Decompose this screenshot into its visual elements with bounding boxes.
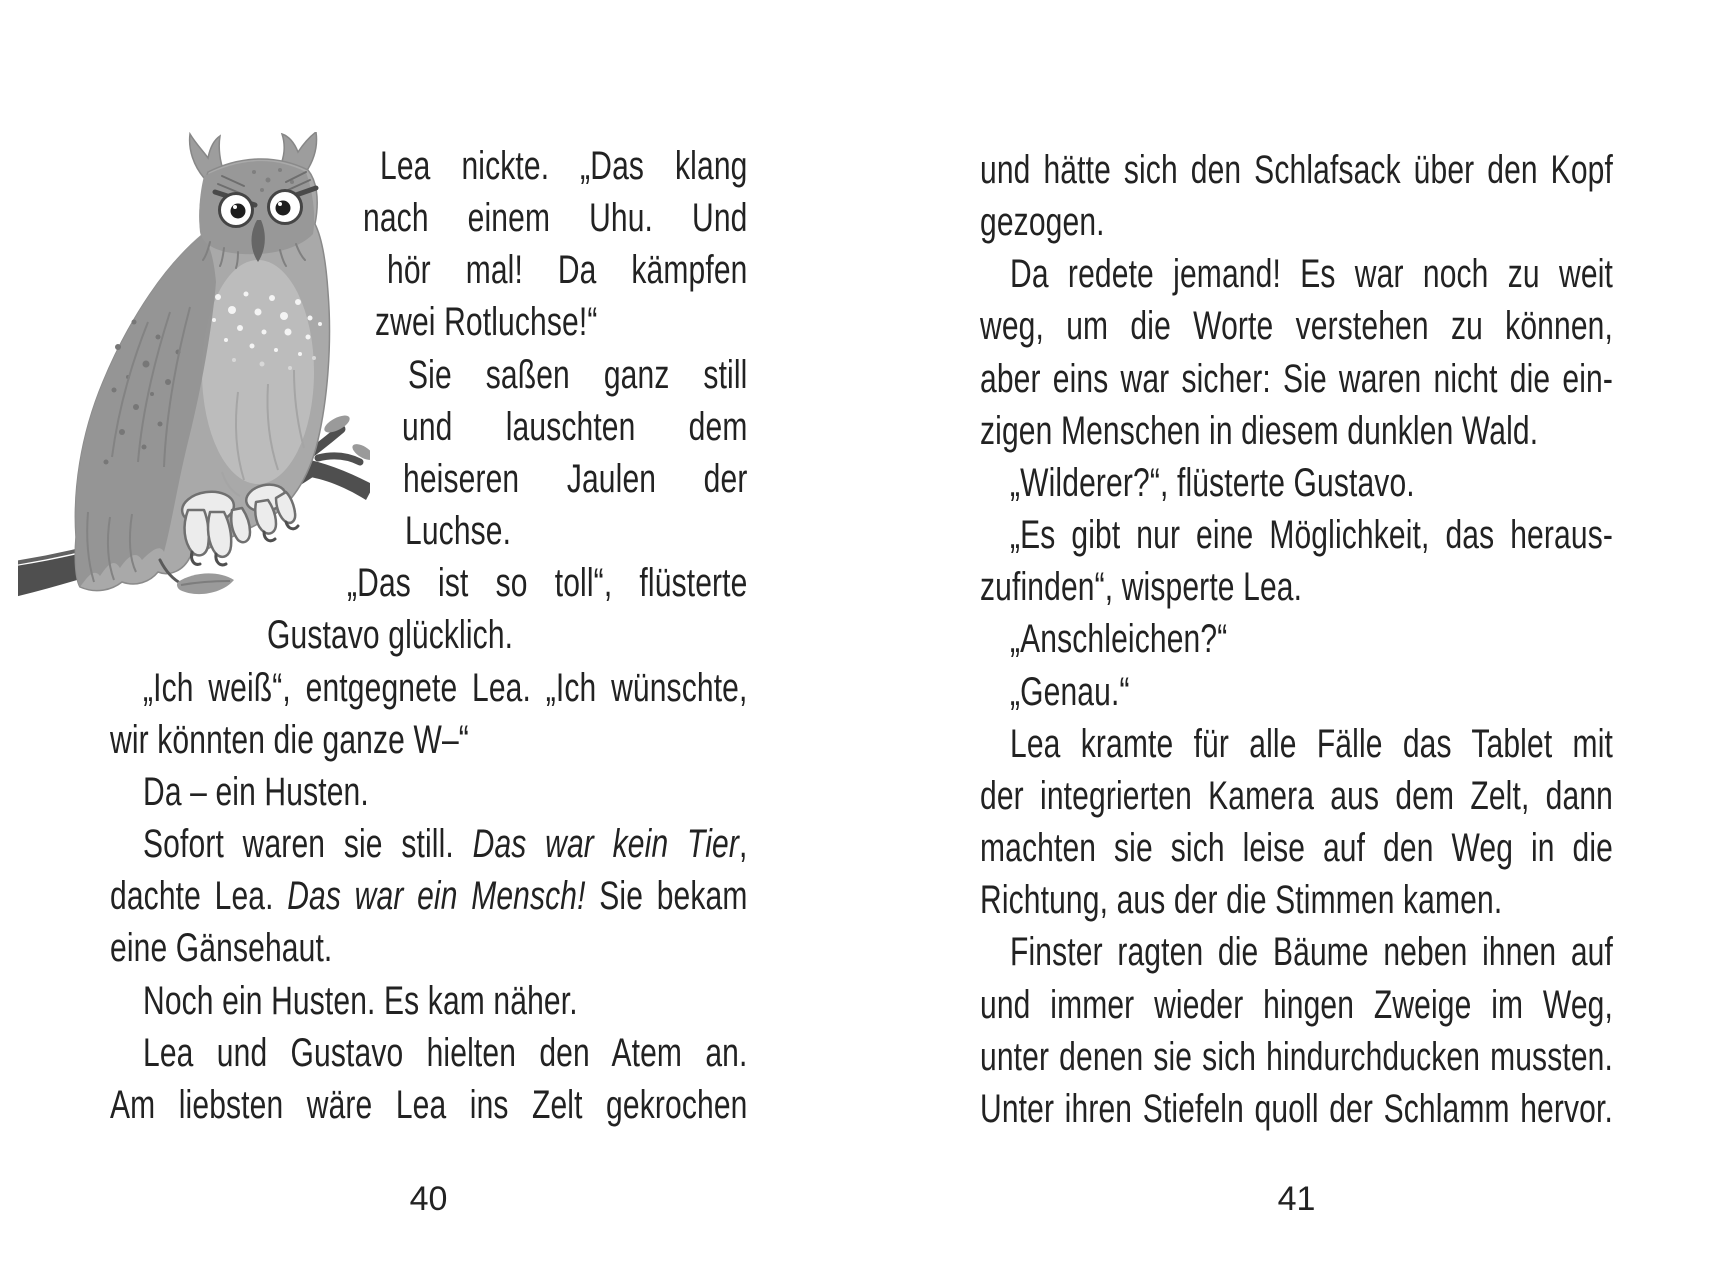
text-line: Da redete jemand! Es war noch zu weit — [1010, 252, 1613, 297]
text-line: Luchse. — [404, 509, 512, 554]
text-line: Am liebsten wäre Lea ins Zelt gekrochen — [110, 1082, 748, 1127]
text-line: nach einem Uhu. Und — [362, 196, 748, 241]
text-line: aber eins war sicher: Sie waren nicht die ein- — [980, 356, 1613, 401]
text-line: Gustavo glücklich. — [266, 613, 514, 658]
text-line: „Das ist so toll“, flüsterte — [347, 561, 748, 606]
text-line: zigen Menschen in diesem dunklen Wald. — [980, 408, 1539, 453]
right-page-text — [980, 144, 1613, 1135]
text-line: Lea und Gustavo hielten den Atem an. — [143, 1030, 748, 1075]
text-line: dachte Lea. Das war ein Mensch! Sie bekam — [110, 874, 748, 919]
text-line: „Es gibt nur eine Möglichkeit, das heraus- — [1010, 513, 1613, 558]
text-line: Lea kramte für alle Fälle das Tablet mit — [1010, 721, 1613, 766]
text-line: „Wilderer?“, flüsterte Gustavo. — [1010, 460, 1415, 505]
left-page-text — [110, 140, 748, 1131]
text-line: weg, um die Worte verstehen zu können, — [980, 304, 1613, 349]
page-number-left: 40 — [409, 1180, 448, 1218]
text-line: Noch ein Husten. Es kam näher. — [143, 978, 578, 1023]
text-line: Unter ihren Stiefeln quoll der Schlamm hervor. — [980, 1086, 1613, 1131]
text-line: machten sie sich leise auf den Weg in die — [980, 826, 1613, 871]
text-line: eine Gänsehaut. — [110, 926, 333, 971]
text-line: gezogen. — [980, 200, 1105, 245]
text-line: Richtung, aus der die Stimmen kamen. — [980, 878, 1503, 923]
text-line: unter denen sie sich hindurchducken mussten. — [980, 1034, 1613, 1079]
text-line: „Genau.“ — [1010, 669, 1130, 714]
text-line: und hätte sich den Schlafsack über den Kopf — [980, 148, 1613, 192]
text-line: der integrierten Kamera aus dem Zelt, dann — [980, 773, 1613, 818]
page-number-right: 41 — [1277, 1180, 1316, 1218]
text-line: Finster ragten die Bäume neben ihnen auf — [1010, 930, 1613, 975]
text-line: heiseren Jaulen der — [402, 456, 748, 501]
text-line: Sie saßen ganz still — [407, 352, 748, 397]
text-line: „Ich weiß“, entgegnete Lea. „Ich wünschte, — [143, 665, 748, 710]
text-line: Sofort waren sie still. Das war kein Tier, — [143, 822, 748, 867]
text-line: Da – ein Husten. — [143, 769, 369, 814]
text-line: wir könnten die ganze W–“ — [110, 717, 469, 762]
text-line: und lauschten dem — [401, 404, 748, 449]
text-line: zufinden“, wisperte Lea. — [980, 565, 1303, 610]
text-line: zwei Rotluchse!“ — [374, 300, 598, 345]
text-line: „Anschleichen?“ — [1010, 617, 1228, 662]
text-line: und immer wieder hingen Zweige im Weg, — [980, 982, 1613, 1027]
text-line: hör mal! Da kämpfen — [386, 248, 748, 293]
text-line: Lea nickte. „Das klang — [380, 144, 748, 188]
